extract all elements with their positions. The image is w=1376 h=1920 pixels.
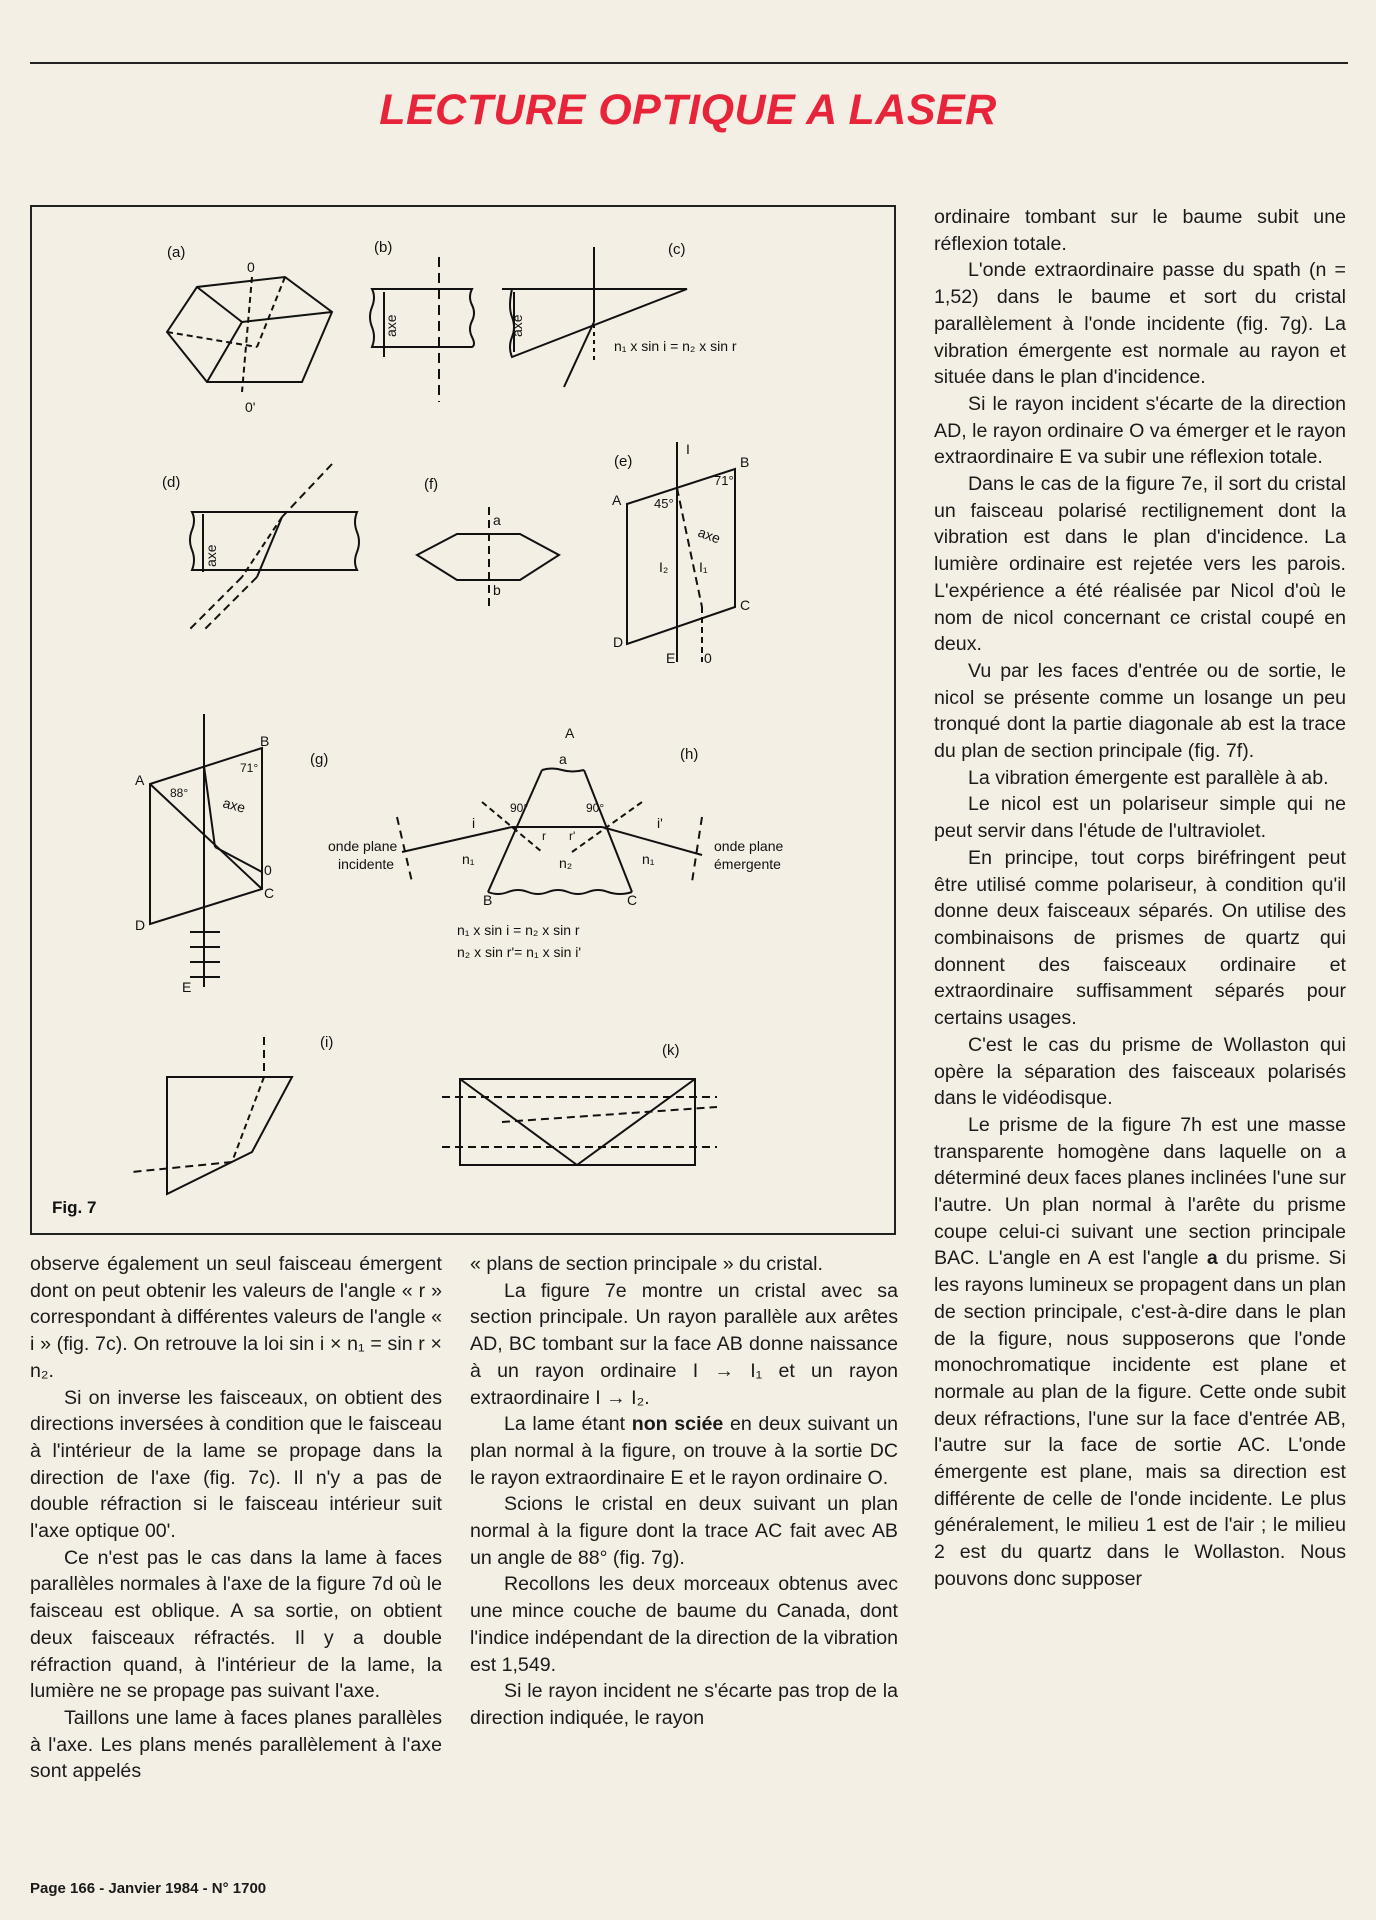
paragraph: C'est le cas du prisme de Wollaston qui opère la séparation des faisceaux polarisés dans le vidéodisque.: [934, 1033, 1346, 1110]
fig-h-onde-inc-2: incidente: [338, 856, 395, 872]
fig-e-I1: I₁: [699, 559, 708, 575]
fig-c-axe: axe: [509, 314, 525, 337]
fig-h-equation-2: n₂ x sin r'= n₁ x sin i': [457, 944, 582, 960]
text: La lame étant: [504, 1413, 632, 1436]
fig-g-71: 71°: [240, 761, 259, 775]
fig-d-axe: axe: [203, 544, 219, 567]
fig-c-prism: [502, 247, 687, 387]
fig-f-label: (f): [424, 476, 439, 493]
column-3: [934, 204, 1346, 1593]
fig-e-A: A: [612, 492, 622, 508]
fig-h-A: A: [565, 725, 575, 741]
fig-e-D: D: [613, 634, 624, 650]
fig-c-label: (c): [668, 241, 686, 258]
fig-h-r: r: [542, 829, 546, 843]
fig-f-rhombus: [417, 507, 559, 607]
fig-e-0: 0: [704, 650, 712, 666]
fig-e-axe: axe: [695, 523, 723, 547]
fig-h-onde-inc-1: onde plane: [328, 838, 398, 854]
fig-h-onde-em-2: émergente: [714, 856, 781, 872]
text: en deux suivant un plan normal à la figure, on trouve à la sortie DC le rayon extraordinaire E et le rayon ordinaire O.: [470, 1413, 898, 1489]
page-title: LECTURE OPTIQUE A LASER: [379, 86, 997, 134]
paragraph: En principe, tout corps biréfringent peut être utilisé comme polariseur, à condition qu'il donne deux faisceaux séparés. On utilise des combinaisons de prismes de quartz qui donnent des faisceaux ordinaire et extraordinaire suffisamment séparés pour certains usages.: [934, 846, 1346, 1030]
fig-c-equation: n₁ x sin i = n₂ x sin r: [614, 338, 737, 354]
fig-h-B: B: [483, 892, 493, 908]
bold-text: a: [1206, 1247, 1218, 1270]
paragraph: Scions le cristal en deux suivant un plan normal à la figure dont la trace AC fait avec AB un angle de 88° (fig. 7g).: [470, 1493, 898, 1569]
page-footer: Page 166 - Janvier 1984 - N° 1700: [30, 1880, 267, 1897]
fig-g-D: D: [135, 917, 146, 933]
fig-h-r-prime: r': [569, 829, 576, 843]
column-2: [470, 1251, 898, 1732]
fig-h-n2: n₂: [559, 855, 573, 871]
fig-g-A: A: [135, 772, 145, 788]
paragraph: L'onde extraordinaire passe du spath (n = 1,52) dans le baume et sort du cristal parallèlement à l'onde incidente (fig. 7g). La vibration émergente est normale au rayon et située dans le plan d'incidence.: [934, 259, 1346, 389]
fig-e-E: E: [666, 650, 676, 666]
fig-h-i-prime: i': [657, 815, 663, 831]
fig-g-0: 0: [264, 862, 272, 878]
fig-h-i: i: [472, 815, 476, 831]
paragraph: Dans le cas de la figure 7e, il sort du cristal un faisceau polarisé rectilignement dont la vibration est dans le plan d'incidence. La lumière ordinaire est rejetée vers les parois. L'expérience a été réalisée par Nicol d'où le nom de nicol concernant ce cristal coupé en deux.: [934, 473, 1346, 656]
paragraph: [470, 1411, 898, 1491]
fig-g-B: B: [260, 733, 270, 749]
bold-text: non sciée: [631, 1413, 724, 1436]
fig-h-equation-1: n₁ x sin i = n₂ x sin r: [457, 922, 580, 938]
fig-b-axe: axe: [383, 314, 399, 337]
figure-7: [30, 205, 896, 1235]
paragraph: Recollons les deux morceaux obtenus avec une mince couche de baume du Canada, dont l'indice indépendant de la direction de la vibration est 1,549.: [470, 1573, 898, 1676]
fig-i-prism: [132, 1037, 292, 1194]
fig-k-wollaston: [442, 1079, 717, 1165]
fig-h-90-left: 90°: [510, 801, 529, 815]
fig-g-label: (g): [310, 751, 329, 768]
fig-g-88: 88°: [170, 786, 189, 800]
fig-a-rhombohedron: [167, 277, 332, 392]
paragraph: La vibration émergente est parallèle à ab.: [968, 766, 1329, 789]
paragraph: « plans de section principale » du cristal.: [470, 1253, 823, 1275]
fig-h-label: (h): [680, 746, 699, 763]
fig-e-label: (e): [614, 453, 633, 470]
fig-h-onde-em-1: onde plane: [714, 838, 784, 854]
paragraph: observe également un seul faisceau émergent dont on peut obtenir les valeurs de l'angle « r » correspondant à différentes valeurs de l'angle « i » (fig. 7c). On retrouve la loi sin i × n₁ = sin r × n₂.: [30, 1253, 442, 1382]
fig-e-C: C: [740, 597, 751, 613]
fig-h-C: C: [627, 892, 638, 908]
fig-b-label: (b): [374, 239, 393, 256]
fig-h-n1-right: n₁: [642, 851, 655, 867]
fig-d-label: (d): [162, 474, 181, 491]
fig-h-prism: [397, 769, 702, 895]
fig-g-nicol: [150, 714, 262, 987]
paragraph: Le nicol est un polariseur simple qui ne peut servir dans l'étude de l'ultraviolet.: [934, 793, 1346, 843]
fig-f-a: a: [493, 512, 501, 528]
paragraph: La figure 7e montre un cristal avec sa section principale. Un rayon parallèle aux arêtes AD, BC tombant sur la face AB donne naissance à un rayon ordinaire I → I₁ et un rayon extraordinaire I → I₂.: [470, 1279, 898, 1409]
fig-a-label: (a): [167, 244, 186, 261]
fig-k-label: (k): [662, 1042, 680, 1059]
fig-g-E: E: [182, 979, 192, 995]
paragraph: Ce n'est pas le cas dans la lame à faces parallèles normales à l'axe de la figure 7d où le faisceau est oblique. A sa sortie, on obtient deux faisceaux réfractés. Il y a double réfraction quand, à l'intérieur de la lame, la lumière ne se propage pas suivant l'axe.: [30, 1546, 442, 1703]
fig-e-I: I: [686, 441, 690, 457]
paragraph: Si le rayon incident s'écarte de la direction AD, le rayon ordinaire O va émerger et le rayon extraordinaire E va subir une réflexion totale.: [934, 392, 1346, 469]
fig-h-90-right: 90°: [586, 801, 605, 815]
paragraph: Si on inverse les faisceaux, on obtient des directions inversées à condition que le faisceau à l'intérieur de la lame se propage dans la direction de l'axe (fig. 7c). Il n'y a pas de double réfraction si le faisceau intérieur suit l'axe optique 00'.: [30, 1386, 442, 1543]
fig-h-n1-left: n₁: [462, 851, 475, 867]
header-rule: [30, 62, 1348, 64]
text: Le prisme de la figure 7h est une masse transparente homogène dans laquelle on a déterminé deux faces planes inclinées l'une sur l'autre. Un plan normal à l'arête du prisme coupe celui-ci suivant une section principale BAC. L'angle en A est l'angle: [934, 1113, 1346, 1270]
fig-e-I2: I₂: [659, 559, 669, 575]
paragraph: Taillons une lame à faces planes parallèles à l'axe. Les plans menés parallèlement à l'axe sont appelés: [30, 1706, 442, 1783]
fig-e-45: 45°: [654, 496, 674, 511]
fig-g-axe: axe: [221, 794, 248, 816]
fig-g-C: C: [264, 885, 275, 901]
fig-e-B: B: [740, 454, 750, 470]
paragraph: ordinaire tombant sur le baume subit une réflexion totale.: [934, 206, 1346, 255]
figure-caption: Fig. 7: [52, 1198, 97, 1217]
paragraph: [934, 1112, 1346, 1593]
fig-a-label-0prime: 0': [245, 399, 256, 415]
column-1: [30, 1251, 442, 1785]
fig-i-label: (i): [320, 1034, 334, 1051]
fig-e-71: 71°: [714, 473, 734, 488]
paragraph: Si le rayon incident ne s'écarte pas trop de la direction indiquée, le rayon: [470, 1680, 898, 1729]
paragraph: Vu par les faces d'entrée ou de sortie, le nicol se présente comme un losange un peu tronqué dont la partie diagonale ab est la trace du plan de section principale (fig. 7f).: [934, 659, 1346, 763]
text: du prisme. Si les rayons lumineux se propagent dans un plan de section principale, c'est-à-dire dans le plan de la figure, nous supposerons que l'onde monochromatique incidente est plane et normale au plan de la figure. Cette onde subit deux réfractions, l'une sur la face d'entrée AB, l'autre sur la face de sortie AC. L'onde émergente est plane, mais sa direction est différente de celle de l'onde incidente. Le plus généralement, le milieu 1 est de l'air ; le milieu 2 est du quartz dans le Wollaston. Nous pouvons donc supposer: [934, 1247, 1346, 1590]
fig-h-a: a: [559, 751, 567, 767]
fig-f-b: b: [493, 582, 501, 598]
fig-a-label-0: 0: [247, 259, 255, 275]
figure-drawings: [32, 207, 898, 1237]
